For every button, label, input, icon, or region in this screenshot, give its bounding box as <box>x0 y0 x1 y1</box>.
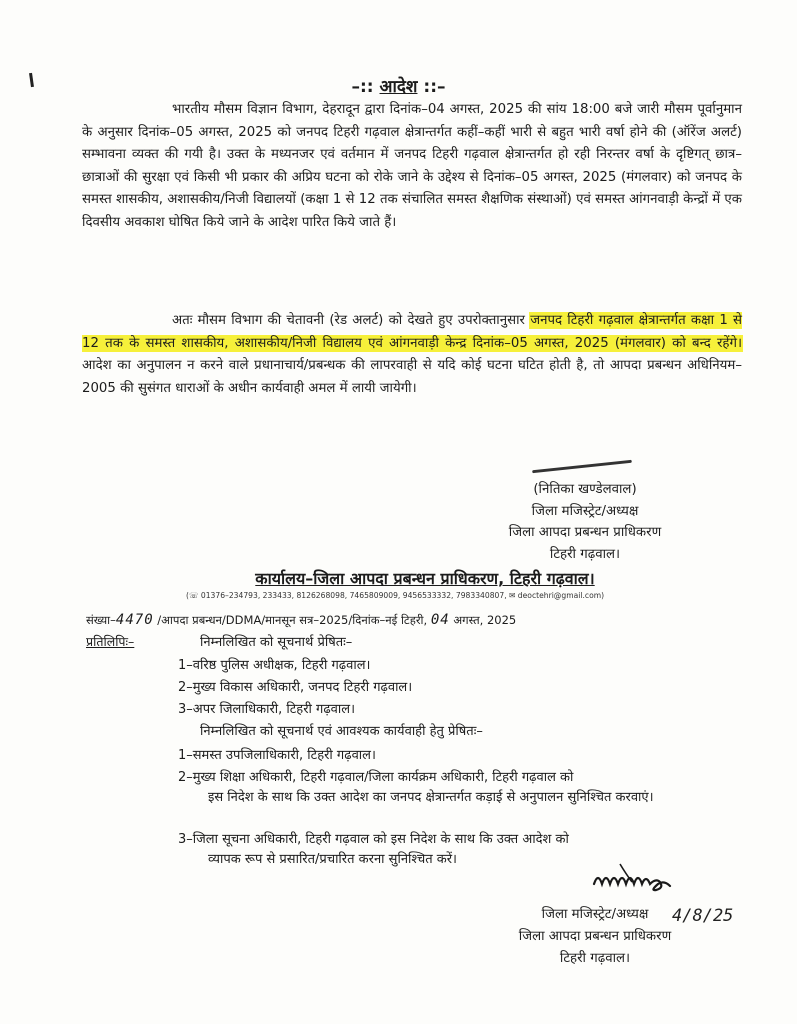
copy-item-continuation: इस निदेश के साथ कि उक्त आदेश का जनपद क्षेत्रान्तर्गत कड़ाई से अनुपालन सुनिश्चित करवाएं। <box>208 790 654 805</box>
signature-block-1 <box>470 479 700 565</box>
copy-item: 3–अपर जिलाधिकारी, टिहरी गढ़वाल। <box>178 702 356 717</box>
handwritten-signature <box>590 860 690 900</box>
copy-label: प्रतिलिपिः– <box>86 634 135 649</box>
number-rest: /आपदा प्रबन्धन/DDMA/मानसून सत्र–2025/दिनांक–नई टिहरी, <box>157 613 428 627</box>
handwritten-number: 4470 <box>115 612 154 628</box>
title-left-mark: –:: <box>351 77 374 97</box>
order-paragraph-1: भारतीय मौसम विज्ञान विभाग, देहरादून द्वारा दिनांक–04 अगस्त, 2025 की सांय 18:00 बजे जारी मौसम पूर्वानुमान के अनुसार दिनांक–05 अगस्त, 2025 को जनपद टिहरी गढ़वाल क्षेत्रान्तर्गत कहीं–कहीं भारी से बहुत भारी वर्षा होने की (ऑरेंज अलर्ट) सम्भावना व्यक्त की गयी है। उक्त के मध्यनजर एवं वर्तमान में जनपद टिहरी गढ़वाल क्षेत्रान्तर्गत हो रही निरन्तर वर्षा के दृष्टिगत् छात्र–छात्राओं की सुरक्षा एवं किसी भी प्रकार की अप्रिय घटना को रोके जाने के उद्देश्य से दिनांक–05 अगस्त, 2025 (मंगलवार) को जनपद के समस्त शासकीय, अशासकीय/निजी विद्यालयों (कक्षा 1 से 12 तक संचालित समस्त शैक्षणिक संस्थाओं) एवं समस्त आंगनवाड़ी केन्द्रों में एक दिवसीय अवकाश घोषित किये जाने के आदेश पारित किये जाते हैं। <box>82 102 742 230</box>
order-title <box>0 74 797 97</box>
reference-number-line <box>86 612 516 628</box>
signatory-authority: जिला आपदा प्रबन्धन प्राधिकरण <box>518 929 672 944</box>
copy-item: 2–मुख्य विकास अधिकारी, जनपद टिहरी गढ़वाल। <box>178 680 413 695</box>
signatory-designation: जिला मजिस्ट्रेट/अध्यक्ष <box>541 907 649 922</box>
signature-stroke <box>532 460 632 473</box>
highlighted-closure-order: जनपद टिहरी गढ़वाल क्षेत्रान्तर्गत कक्षा 1 से 12 तक के समस्त शासकीय, अशासकीय/निजी विद्यालय एवं आंगनवाड़ी केन्द्र दिनांक–05 अगस्त, 2025 (मंगलवार) को बन्द रहेंगे। <box>82 313 743 351</box>
date-rest: अगस्त, 2025 <box>453 613 517 627</box>
office-heading-text: कार्यालय–जिला आपदा प्रबन्धन प्राधिकरण, टिहरी गढ़वाल। <box>255 569 595 588</box>
signatory-name: (नितिका खण्डेलवाल) <box>533 482 637 497</box>
number-label: संख्या– <box>86 613 116 627</box>
signatory-place: टिहरी गढ़वाल। <box>549 546 621 562</box>
copy-item <box>178 768 738 808</box>
copy-heading-1: निम्नलिखित को सूचनार्थ प्रेषितः– <box>200 635 353 650</box>
signatory-designation: जिला मजिस्ट्रेट/अध्यक्ष <box>531 503 639 519</box>
office-heading <box>100 567 750 589</box>
office-contacts: (☏ 01376–234793, 233433, 8126268098, 7465809009, 9456533332, 7983340807, ✉ deoctehri@gmail.com) <box>186 591 605 600</box>
copy-heading-2: निम्नलिखित को सूचनार्थ एवं आवश्यक कार्यवाही हेतु प्रेषितः– <box>200 724 483 739</box>
title-word: आदेश <box>379 77 418 97</box>
copy-item: 1–वरिष्ठ पुलिस अधीक्षक, टिहरी गढ़वाल। <box>178 658 371 673</box>
signatory-place: टिहरी गढ़वाल। <box>559 951 631 966</box>
copy-item-line: 3–जिला सूचना अधिकारी, टिहरी गढ़वाल को इस निदेश के साथ कि उक्त आदेश को <box>178 832 569 847</box>
title-right-mark: ::– <box>423 77 446 97</box>
paragraph-2-end: आदेश का अनुपालन न करने वाले प्रधानाचार्य/प्रबन्धक की लापरवाही से यदि कोई घटना घटित होती है, तो आपदा प्रबन्धन अधिनियम–2005 की सुसंगत धाराओं के अधीन कार्यवाही अमल में लायी जायेगी। <box>82 358 742 396</box>
signatory-authority: जिला आपदा प्रबन्धन प्राधिकरण <box>508 525 662 540</box>
handwritten-sign-date: 4/8/25 <box>672 906 734 926</box>
paragraph-2-start: अतः मौसम विभाग की चेतावनी (रेड अलर्ट) को देखते हुए उपरोक्तानुसार <box>172 313 531 328</box>
copy-item: 1–समस्त उपजिलाधिकारी, टिहरी गढ़वाल। <box>178 748 376 763</box>
order-paragraph-2 <box>82 310 742 400</box>
handwritten-date: 04 <box>430 612 450 628</box>
copy-item-line: 2–मुख्य शिक्षा अधिकारी, टिहरी गढ़वाल/जिला कार्यक्रम अधिकारी, टिहरी गढ़वाल को <box>178 770 574 785</box>
copy-item-continuation: व्यापक रूप से प्रसारित/प्रचारित करना सुनिश्चित करें। <box>208 852 457 867</box>
